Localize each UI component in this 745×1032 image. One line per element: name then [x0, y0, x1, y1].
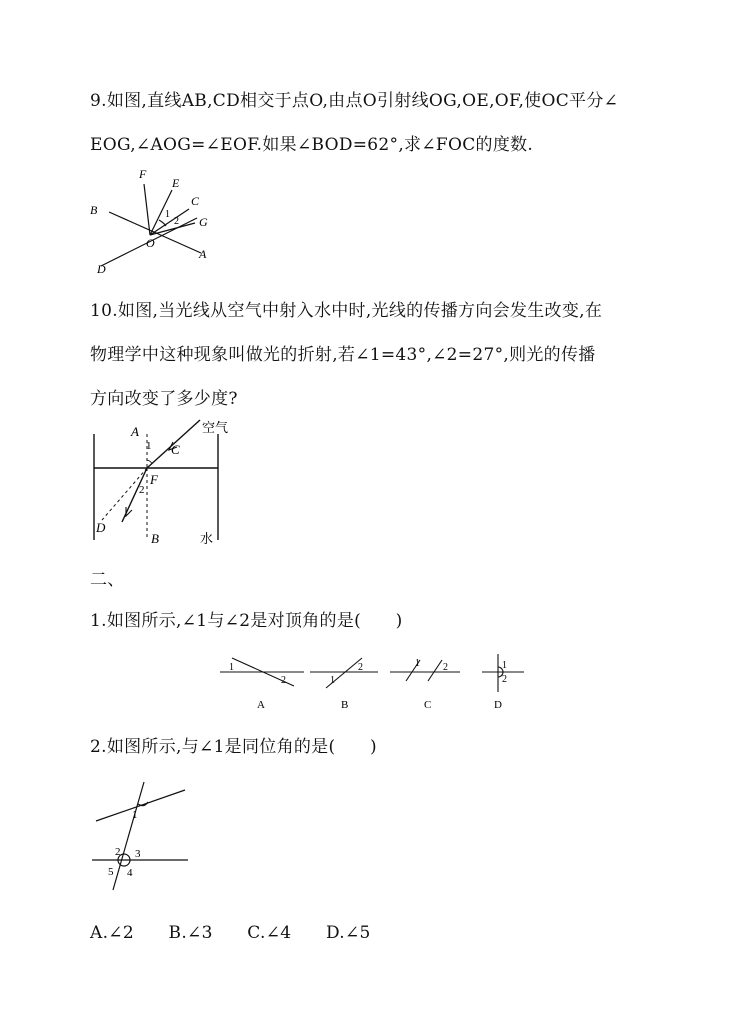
s2q1-figure	[212, 646, 532, 714]
s2q1-text: 1.如图所示,∠1与∠2是对顶角的是( )	[90, 611, 403, 631]
q10-label-D: D	[96, 520, 106, 535]
q10-figure	[88, 412, 238, 548]
line-BA	[109, 212, 201, 253]
q10-label-F: F	[150, 472, 158, 487]
q10-label-air: 空气	[202, 420, 229, 435]
s2q1-C-angle1: 1	[415, 658, 420, 669]
q9-label-F: F	[139, 167, 147, 181]
q9-text-line1: 9.如图,直线AB,CD相交于点O,由点O引射线OG,OE,OF,使OC平分∠	[90, 91, 619, 111]
s2q2-angle-1: 1	[132, 809, 138, 821]
q10-text-line1: 10.如图,当光线从空气中射入水中时,光线的传播方向会发生改变,在	[90, 301, 603, 321]
s2q2-angle-5: 5	[108, 866, 114, 878]
q10-label-water: 水	[200, 531, 214, 546]
q9-text-line2: EOG,∠AOG=∠EOF.如果∠BOD=62°,求∠FOC的度数.	[90, 135, 534, 155]
s2q1-B-angle1: 1	[330, 675, 335, 686]
s2q2-angle-2: 2	[115, 846, 121, 858]
s2q1-A-angle1: 1	[229, 662, 234, 673]
s2q1-A-angle2: 2	[281, 675, 286, 686]
s2q1-option-B: B	[341, 699, 349, 711]
s2q1-D-angle2: 2	[502, 674, 507, 685]
s2q2-answer-options: A.∠2 B.∠3 C.∠4 D.∠5	[90, 923, 371, 943]
s2q1-option-A: A	[257, 699, 265, 711]
q10-angle-2: 2	[139, 484, 145, 496]
q9-angle-1: 1	[165, 209, 170, 220]
q10-text-line3: 方向改变了多少度?	[90, 389, 238, 409]
q9-label-C: C	[191, 194, 200, 208]
s2q1-C-angle2: 2	[443, 662, 448, 673]
s2q1-B-angle2: 2	[358, 662, 363, 673]
s2q2-angle-3: 3	[135, 848, 141, 860]
q9-label-G: G	[199, 215, 208, 229]
s2q2-figure	[88, 772, 198, 900]
q9-label-E: E	[172, 176, 180, 190]
q9-label-A: A	[199, 247, 207, 261]
q9-label-O: O	[146, 236, 155, 250]
q10-label-A: A	[131, 424, 139, 439]
s2q2-text: 2.如图所示,与∠1是同位角的是( )	[90, 737, 377, 757]
q10-label-B: B	[151, 531, 159, 546]
q10-label-C: C	[171, 442, 180, 457]
q9-label-D: D	[97, 262, 106, 276]
q9-label-B: B	[90, 203, 98, 217]
ray-OG	[150, 223, 195, 235]
s2q2-angle-4: 4	[127, 867, 133, 879]
q9-angle-2: 2	[174, 216, 179, 227]
q10-angle-1: 1	[146, 440, 152, 452]
q9-figure	[88, 165, 228, 277]
s2q1-option-D: D	[494, 699, 502, 711]
s2q1-D-angle1: 1	[502, 660, 507, 671]
section-heading: 二、	[90, 570, 125, 590]
q10-text-line2: 物理学中这种现象叫做光的折射,若∠1=43°,∠2=27°,则光的传播	[90, 345, 596, 365]
s2q1-option-C: C	[424, 699, 432, 711]
